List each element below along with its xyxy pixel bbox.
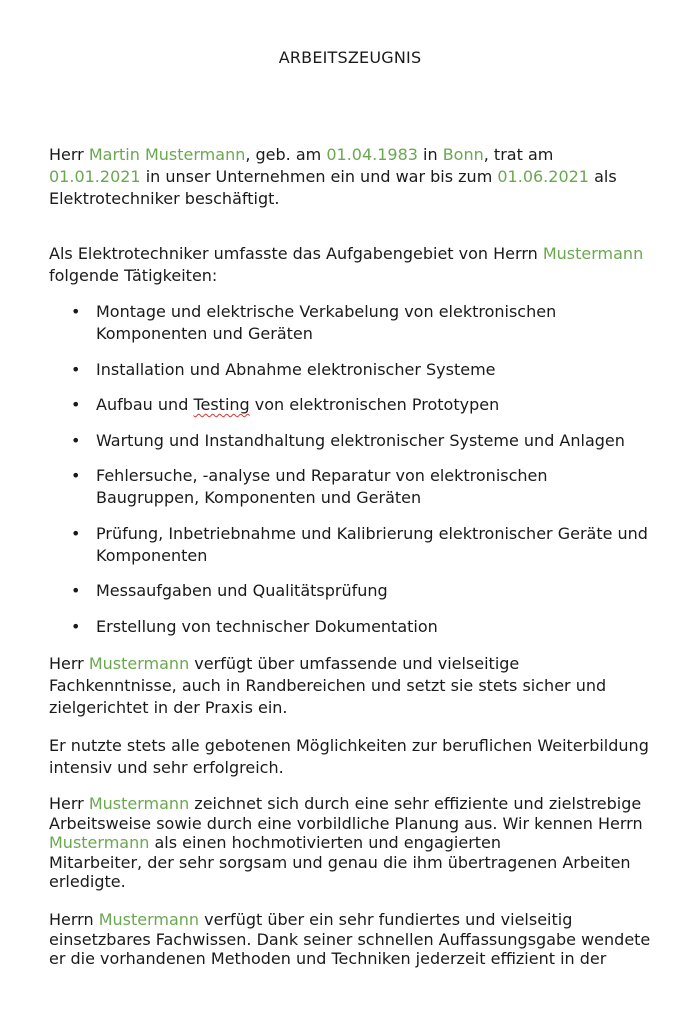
text: Herr [49, 654, 89, 673]
text: Prüfung, Inbetriebnahme und Kalibrierung elektronischer Geräte und [96, 523, 648, 543]
text: Als Elektrotechniker umfasste das Aufgabengebiet von Herrn [49, 244, 543, 263]
list-item [49, 359, 659, 381]
text: in [417, 145, 443, 164]
text: Messaufgaben und Qualitätsprüfung [96, 581, 388, 600]
spellcheck-marked-word[interactable]: Testing [193, 395, 250, 414]
text: Er nutzte stets alle gebotenen Möglichkeiten zur beruflichen Weiterbildung [49, 736, 649, 755]
text: von elektronischen Prototypen [249, 395, 500, 414]
text: zielgerichtet in der Praxis ein. [49, 698, 288, 717]
expertise-paragraph [49, 910, 659, 969]
list-item [49, 430, 659, 452]
employee-surname: Mustermann [49, 833, 150, 852]
start-date: 01.01.2021 [49, 167, 141, 186]
text: Installation und Abnahme elektronischer Systeme [96, 359, 496, 379]
text: Herr [49, 145, 89, 164]
text: , trat am [483, 145, 554, 164]
text: als einen hochmotivierten und engagierten [149, 833, 502, 852]
text: Elektrotechniker beschäftigt. [49, 189, 280, 208]
text: Komponenten und Geräten [96, 324, 313, 343]
text: er die vorhandenen Methoden und Techniken jederzeit effizient in der [49, 949, 607, 968]
employee-surname: Mustermann [98, 910, 200, 929]
task-list [49, 301, 659, 651]
training-paragraph [49, 735, 659, 779]
list-item [49, 465, 659, 509]
text: zeichnet sich durch eine sehr effiziente und zielstrebige [189, 794, 642, 813]
end-date: 01.06.2021 [497, 167, 589, 186]
document-title: ARBEITSZEUGNIS [278, 48, 422, 67]
text: verfügt über umfassende und vielseitige [189, 654, 520, 673]
text: in unser Unternehmen ein und war bis zum [140, 167, 498, 186]
text: Herr [49, 794, 89, 813]
work-style-paragraph [49, 794, 659, 892]
text: Fehlersuche, -analyse und Reparatur von elektronischen [96, 466, 548, 485]
employee-name: Martin Mustermann [88, 145, 246, 164]
text: Wartung und Instandhaltung elektronischer Systeme und Anlagen [96, 430, 625, 450]
text: verfügt über ein sehr fundiertes und vielseitig [199, 910, 573, 929]
birth-city: Bonn [442, 145, 484, 164]
knowledge-paragraph [49, 653, 659, 719]
text: Fachkenntnisse, auch in Randbereichen und setzt sie stets sicher und [49, 676, 607, 695]
intro-paragraph [49, 144, 659, 210]
text: , geb. am [245, 145, 327, 164]
employee-surname: Mustermann [88, 654, 190, 673]
text: folgende Tätigkeiten: [49, 266, 218, 285]
text: als [588, 167, 617, 186]
tasks-intro-paragraph [49, 243, 659, 287]
text: Aufbau und [96, 395, 194, 414]
text: Mitarbeiter, der sehr sorgsam und genau die ihm übertragenen Arbeiten [49, 852, 631, 872]
employee-surname: Mustermann [542, 244, 644, 263]
text: Baugruppen, Komponenten und Geräten [96, 488, 422, 507]
list-item [49, 523, 659, 567]
text: intensiv und sehr erfolgreich. [49, 758, 284, 777]
text: Komponenten [96, 545, 208, 565]
employee-surname: Mustermann [88, 794, 190, 813]
text: Arbeitsweise sowie durch eine vorbildliche Planung aus. Wir kennen Herrn [49, 813, 643, 833]
birth-date: 01.04.1983 [326, 145, 418, 164]
list-item [49, 301, 659, 345]
text: Montage und elektrische Verkabelung von elektronischen [96, 302, 557, 321]
list-item [49, 394, 659, 416]
text: Erstellung von technischer Dokumentation [96, 616, 438, 636]
text: Herrn [49, 910, 99, 929]
list-item [49, 580, 659, 602]
text: erledigte. [49, 872, 126, 891]
text: einsetzbares Fachwissen. Dank seiner schnellen Auffassungsgabe wendete [49, 929, 651, 949]
list-item [49, 616, 659, 638]
